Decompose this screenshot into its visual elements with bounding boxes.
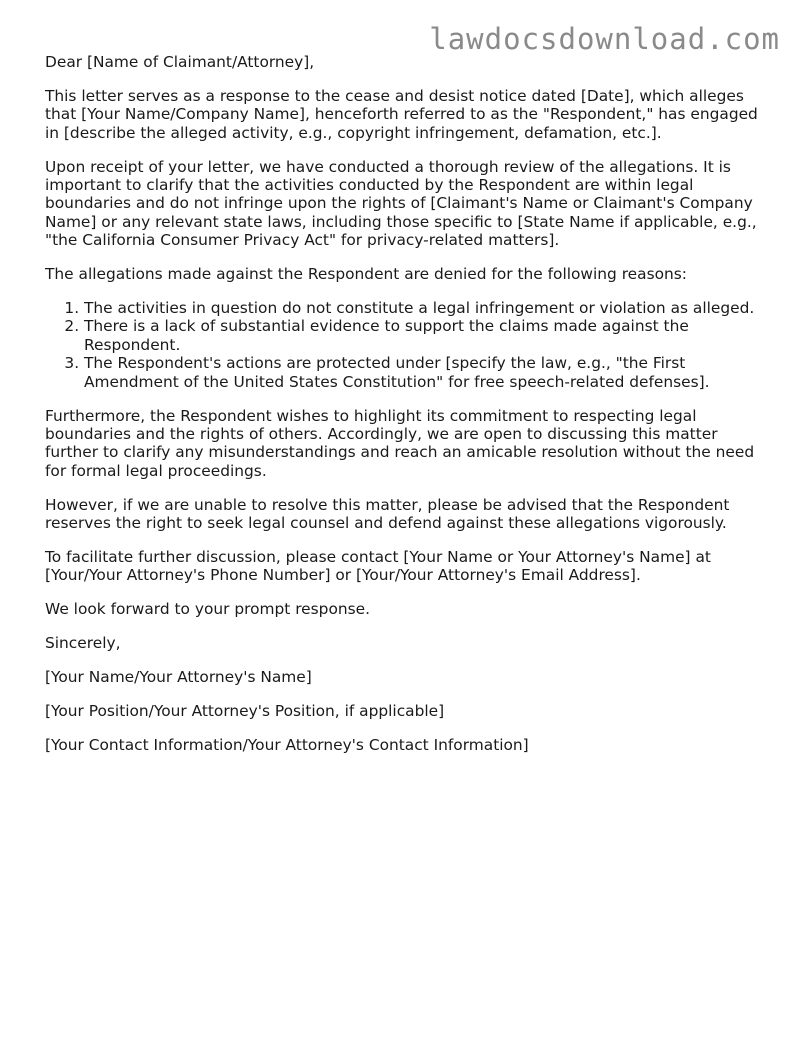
- paragraph-closing-remark: We look forward to your prompt response.: [45, 600, 370, 619]
- list-item: 2. There is a lack of substantial evidence to support the claims made against the Respondent.: [84, 317, 763, 354]
- watermark: lawdocsdownload.com: [429, 22, 780, 56]
- closing: Sincerely,: [45, 634, 121, 653]
- signature-position: [Your Position/Your Attorney's Position, if applicable]: [45, 702, 445, 721]
- paragraph-review: Upon receipt of your letter, we have conducted a thorough review of the allegations. It is important to clarify that the activities conducted by the Respondent are within legal boundaries and do not infringe upon the rights of [Claimant's Name or Claimant's Company Name] or any relevant state laws, including those specific to [State Name if applicable, e.g., "the California Consumer Privacy Act" for privacy-related matters].: [45, 157, 757, 250]
- letter-body: [45, 53, 763, 770]
- paragraph-denial-intro: The allegations made against the Respondent are denied for the following reasons:: [45, 265, 687, 284]
- signature-contact: [Your Contact Information/Your Attorney's Contact Information]: [45, 735, 529, 754]
- signature-name: [Your Name/Your Attorney's Name]: [45, 668, 312, 687]
- paragraph-commitment: Furthermore, the Respondent wishes to highlight its commitment to respecting legal boundaries and the rights of others. Accordingly, we are open to discussing this matter further to clarify any misunderstandings and reach an amicable resolution without the need for formal legal proceedings.: [45, 406, 755, 480]
- list-item: 3. The Respondent's actions are protected under [specify the law, e.g., "the First Amendment of the United States Constitution" for free speech-related defenses].: [84, 354, 763, 391]
- paragraph-notice-response: This letter serves as a response to the cease and desist notice dated [Date], which alleges that [Your Name/Company Name], henceforth referred to as the "Respondent," has engaged in [describe the alleged activity, e.g., copyright infringement, defamation, etc.].: [45, 86, 758, 142]
- paragraph-reservation: However, if we are unable to resolve this matter, please be advised that the Respondent reserves the right to seek legal counsel and defend against these allegations vigorously.: [45, 495, 730, 533]
- list-item: 1. The activities in question do not constitute a legal infringement or violation as alleged.: [84, 299, 763, 317]
- reasons-list: [45, 299, 763, 391]
- paragraph-contact: To facilitate further discussion, please contact [Your Name or Your Attorney's Name] at [Your/Your Attorney's Phone Number] or [Your/Your Attorney's Email Address].: [45, 548, 711, 585]
- salutation: Dear [Name of Claimant/Attorney],: [45, 53, 315, 71]
